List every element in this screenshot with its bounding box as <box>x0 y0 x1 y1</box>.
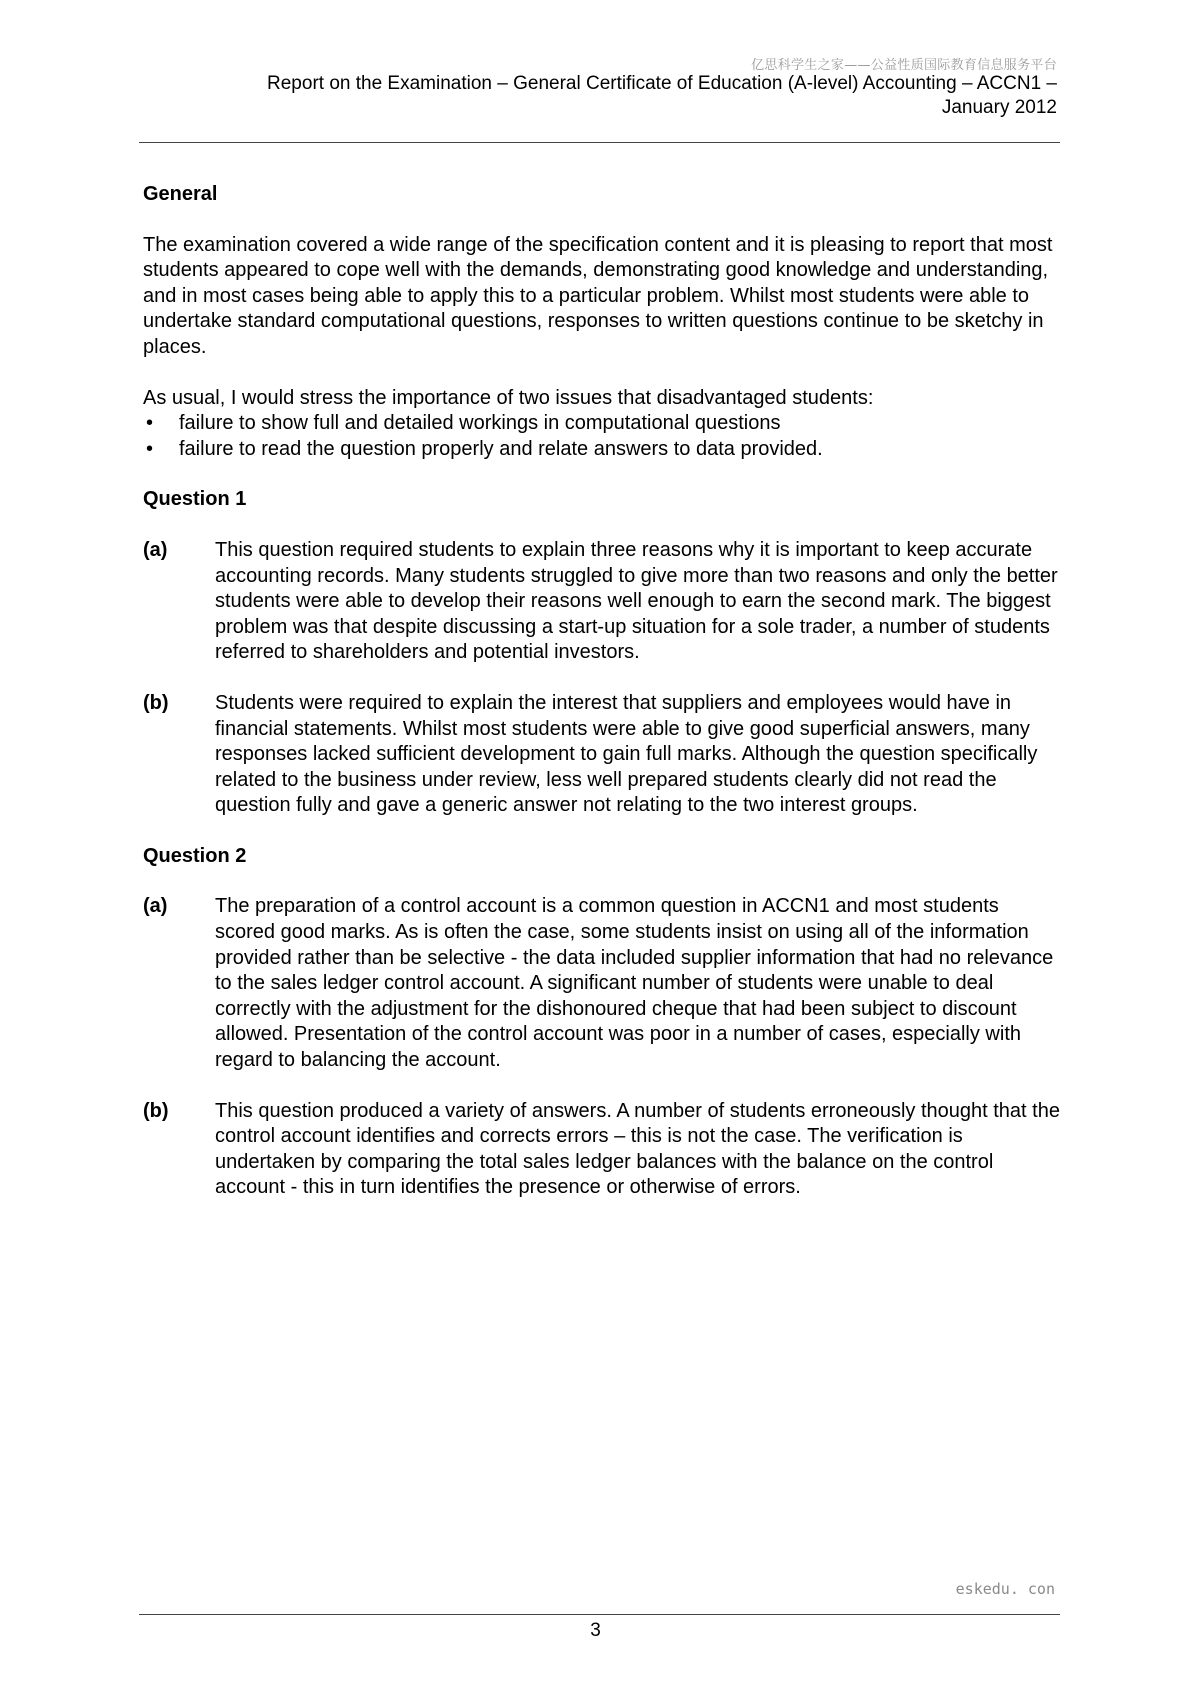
general-bullet-list <box>143 411 1061 462</box>
bullet-icon: • <box>146 412 154 435</box>
section-heading-question-2: Question 2 <box>143 844 247 867</box>
page-header <box>157 72 1057 120</box>
document-body <box>143 182 1061 1226</box>
part-text: Students were required to explain the interest that suppliers and employees would have in financial statements. Whilst most students were able to give good superficial answers, many responses lacked sufficient development to gain full marks. Although the question specifically related to the business under review, less well prepared students clearly did not read the question fully and gave a generic answer not relating to the two interest groups. <box>215 691 1038 817</box>
footer-divider <box>139 1614 1060 1615</box>
bullet-text: failure to read the question properly and relate answers to data provided. <box>179 437 823 460</box>
part-text: The preparation of a control account is a common question in ACCN1 and most students scored good marks. As is often the case, some students insist on using all of the information provided rather than be selective - the data included supplier information that had no relevance to the sales ledger control account. A significant number of students were unable to deal correctly with the adjustment for the dishonoured cheque that had been subject to discount allowed. Presentation of the control account was poor in a number of cases, especially with regard to balancing the account. <box>215 895 1054 1072</box>
watermark-bottom-text: eskedu. con <box>955 1580 1055 1598</box>
part-text: This question produced a variety of answers. A number of students erroneously thought that the control account identifies and corrects errors – this is not the case. The verification is undertaken by comparing the total sales ledger balances with the balance on the control account - this in turn identifies the presence or otherwise of errors. <box>215 1099 1060 1199</box>
header-divider <box>139 142 1060 143</box>
question-2-part-b <box>143 1099 1061 1201</box>
bullet-text: failure to show full and detailed workings in computational questions <box>179 412 781 435</box>
part-label: (b) <box>143 691 169 714</box>
question-1-part-a <box>143 538 1061 666</box>
part-label: (b) <box>143 1099 169 1122</box>
list-item <box>143 437 1061 463</box>
general-paragraph-1: The examination covered a wide range of the specification content and it is pleasing to report that most students appeared to cope well with the demands, demonstrating good knowledge and understanding, and in most cases being able to apply this to a particular problem. Whilst most students were able to undertake standard computational questions, responses to written questions continue to be sketchy in places. <box>143 233 1053 358</box>
page-number: 3 <box>590 1620 601 1641</box>
header-line-1: Report on the Examination – General Certificate of Education (A-level) Accounting – ACCN1 – <box>267 73 1057 94</box>
part-label: (a) <box>143 538 168 561</box>
bullet-icon: • <box>146 437 154 460</box>
section-heading-general: General <box>143 183 218 205</box>
part-label: (a) <box>143 895 168 918</box>
header-line-2: January 2012 <box>941 97 1057 118</box>
part-text: This question required students to explain three reasons why it is important to keep accurate accounting records. Many students struggled to give more than two reasons and only the better students were able to develop their reasons well enough to earn the second mark. The biggest problem was that despite discussing a start-up situation for a sole trader, a number of students referred to shareholders and potential investors. <box>215 538 1058 664</box>
question-2-part-a <box>143 894 1061 1073</box>
question-1-part-b <box>143 691 1061 819</box>
general-paragraph-2: As usual, I would stress the importance of two issues that disadvantaged students: <box>143 386 874 409</box>
watermark-top-text: 亿思科学生之家——公益性质国际教育信息服务平台 <box>751 58 1057 73</box>
list-item <box>143 411 1061 437</box>
section-heading-question-1: Question 1 <box>143 488 247 511</box>
